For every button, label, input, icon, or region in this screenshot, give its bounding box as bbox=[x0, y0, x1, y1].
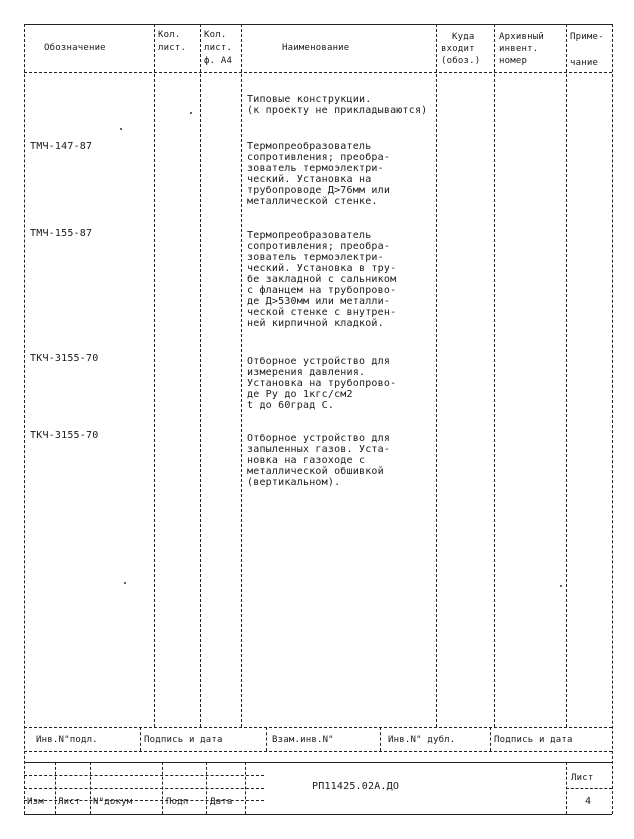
tb-divider-5 bbox=[245, 762, 246, 814]
row-2-designation: ТМЧ-155-87 bbox=[30, 228, 93, 239]
row-2-name-line-8: ней кирпичной кладкой. bbox=[247, 318, 384, 329]
row-1-name-line-5: металлической стенке. bbox=[247, 196, 378, 207]
header-note-2: чание bbox=[570, 58, 599, 68]
col-divider-archive bbox=[566, 24, 567, 727]
row-1-designation: ТМЧ-147-87 bbox=[30, 141, 93, 152]
footer-signature-date-2: Подпись и дата bbox=[494, 735, 573, 745]
row-3-name-line-4: t до 60град С. bbox=[247, 400, 335, 411]
row-3-name-line-3: де Ру до 1кгс/см2 bbox=[247, 389, 353, 400]
header-count-a4-3: ф. А4 bbox=[204, 56, 233, 66]
footer-divider-1 bbox=[140, 727, 141, 751]
tb-change: Изм bbox=[27, 797, 44, 807]
title-block-top-line bbox=[24, 762, 612, 763]
row-0-name-line-0: Типовые конструкции. bbox=[247, 94, 372, 105]
frame-right-line bbox=[612, 24, 613, 814]
row-2-name-line-6: де Д>530мм или металли- bbox=[247, 296, 391, 307]
footer-replaces-inv: Взам.инв.N" bbox=[272, 735, 334, 745]
header-archive-2: инвент. bbox=[499, 44, 539, 54]
scan-speck bbox=[190, 112, 192, 114]
row-2-name-line-5: с фланцем на трубопрово- bbox=[247, 285, 397, 296]
tb-divider-4 bbox=[206, 762, 207, 814]
header-designation: Обозначение bbox=[44, 43, 106, 53]
header-where-used-3: (обоз.) bbox=[441, 56, 481, 66]
title-block-row-line-2 bbox=[24, 788, 264, 789]
header-sheet-count-2: лист. bbox=[158, 43, 187, 53]
footer-divider-2 bbox=[266, 727, 267, 751]
row-2-name-line-4: бе закладной с сальником bbox=[247, 274, 397, 285]
tb-doc-no: N"докум bbox=[93, 797, 133, 807]
sheet-number: 4 bbox=[585, 796, 592, 807]
tb-divider-2 bbox=[90, 762, 91, 814]
row-4-name-line-4: (вертикальном). bbox=[247, 477, 341, 488]
row-1-name-line-0: Термопреобразователь bbox=[247, 141, 372, 152]
footer-inv-no-orig: Инв.N"подл. bbox=[36, 735, 98, 745]
header-name: Наименование bbox=[282, 43, 350, 53]
scan-speck bbox=[560, 585, 562, 587]
footer-divider-4 bbox=[490, 727, 491, 751]
header-count-a4-2: лист. bbox=[204, 43, 233, 53]
col-divider-where-used bbox=[494, 24, 495, 727]
row-3-name-line-1: измерения давления. bbox=[247, 367, 366, 378]
footer-inv-no-dup: Инв.N" дубл. bbox=[388, 735, 456, 745]
sheet-label: Лист bbox=[571, 773, 594, 783]
frame-left-line bbox=[24, 24, 25, 814]
frame-top-line bbox=[24, 24, 612, 25]
row-4-name-line-2: новка на газоходе с bbox=[247, 455, 366, 466]
col-divider-count-a4 bbox=[241, 24, 242, 727]
header-where-used-1: Куда bbox=[452, 32, 475, 42]
tb-sign: Подп bbox=[166, 797, 189, 807]
row-4-name-line-0: Отборное устройство для bbox=[247, 433, 391, 444]
sheet-cell-line bbox=[566, 788, 612, 789]
header-count-a4-1: Кол. bbox=[204, 30, 227, 40]
tb-date: Дата bbox=[210, 797, 233, 807]
header-archive-1: Архивный bbox=[499, 32, 544, 42]
row-0-name-line-1: (к проекту не прикладываются) bbox=[247, 105, 428, 116]
tb-divider-6 bbox=[566, 762, 567, 814]
row-3-name-line-2: Установка на трубопрово- bbox=[247, 378, 397, 389]
header-bottom-line bbox=[24, 72, 612, 73]
header-where-used-2: входит bbox=[441, 44, 475, 54]
row-1-name-line-4: трубопроводе Д>76мм или bbox=[247, 185, 391, 196]
row-1-name-line-3: ческий. Установка на bbox=[247, 174, 372, 185]
title-block-bottom-line bbox=[24, 814, 612, 815]
row-3-designation: ТКЧ-3155-70 bbox=[30, 353, 99, 364]
col-divider-name bbox=[436, 24, 437, 727]
col-divider-count bbox=[200, 24, 201, 727]
row-3-name-line-0: Отборное устройство для bbox=[247, 356, 391, 367]
header-archive-3: номер bbox=[499, 56, 528, 66]
header-sheet-count-1: Кол. bbox=[158, 30, 181, 40]
title-block-row-line-1 bbox=[24, 775, 264, 776]
header-note-1: Приме- bbox=[570, 32, 604, 42]
document-code: РП11425.02А.ДО bbox=[312, 781, 400, 792]
row-2-name-line-7: ческой стенке с внутрен- bbox=[247, 307, 397, 318]
row-4-designation: ТКЧ-3155-70 bbox=[30, 430, 99, 441]
row-2-name-line-2: зователь термоэлектри- bbox=[247, 252, 384, 263]
col-divider-designation bbox=[154, 24, 155, 727]
scan-speck bbox=[120, 128, 122, 130]
footer-strip-bottom-line bbox=[24, 751, 612, 752]
footer-divider-3 bbox=[380, 727, 381, 751]
row-4-name-line-3: металлической обшивкой bbox=[247, 466, 384, 477]
tb-divider-1 bbox=[55, 762, 56, 814]
tb-sheet: Лист bbox=[58, 797, 81, 807]
row-2-name-line-3: ческий. Установка в тру- bbox=[247, 263, 397, 274]
row-2-name-line-1: сопротивления; преобра- bbox=[247, 241, 391, 252]
tb-divider-3 bbox=[162, 762, 163, 814]
footer-signature-date: Подпись и дата bbox=[144, 735, 223, 745]
row-2-name-line-0: Термопреобразователь bbox=[247, 230, 372, 241]
row-4-name-line-1: запыленных газов. Уста- bbox=[247, 444, 391, 455]
row-1-name-line-1: сопротивления; преобра- bbox=[247, 152, 391, 163]
footer-top-line bbox=[24, 727, 612, 728]
row-1-name-line-2: зователь термоэлектри- bbox=[247, 163, 384, 174]
scan-speck bbox=[124, 582, 126, 584]
